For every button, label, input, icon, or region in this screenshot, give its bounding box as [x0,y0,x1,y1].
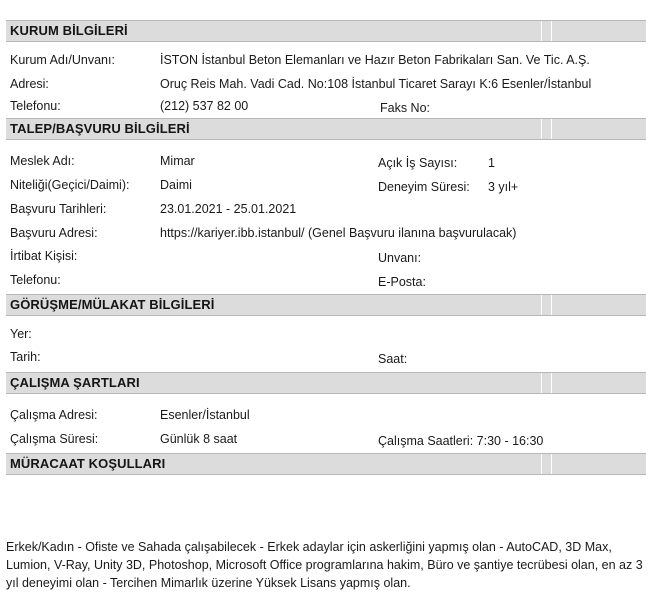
section-header-muracaat [6,453,646,475]
kurum-telefon-value: (212) 537 82 00 [160,99,249,113]
basvuru-tarih-label: Başvuru Tarihleri: [10,202,107,216]
acik-is-value: 1 [488,156,495,170]
kurum-ad-value: İSTON İstanbul Beton Elemanları ve Hazır Beton Fabrikaları San. Ve Tic. A.Ş. [160,53,590,67]
meslek-value: Mimar [160,154,195,168]
basvuru-adres-label: Başvuru Adresi: [10,226,98,240]
calisma-sure-label: Çalışma Süresi: [10,432,99,446]
section-title: GÖRÜŞME/MÜLAKAT BİLGİLERİ [10,297,215,312]
basvuru-adres-value: https://kariyer.ibb.istanbul/ (Genel Başvuru ilanına başvurulacak) [160,226,517,240]
section-title: TALEP/BAŞVURU BİLGİLERİ [10,121,190,136]
section-header-talep [6,118,646,140]
kurum-faks-label: Faks No: [380,101,431,115]
section-header-calisma [6,372,646,394]
calisma-sure-value: Günlük 8 saat [160,432,238,446]
nitelik-value: Daimi [160,178,192,192]
calisma-saatleri: Çalışma Saatleri: 7:30 - 16:30 [378,434,544,448]
saat-label: Saat: [378,352,408,366]
section-header-gorusme [6,294,646,316]
irtibat-label: İrtibat Kişisi: [10,249,78,263]
acik-is-label: Açık İş Sayısı: [378,156,458,170]
talep-telefon-label: Telefonu: [10,273,61,287]
eposta-label: E-Posta: [378,275,426,289]
muracaat-text: Erkek/Kadın - Ofiste ve Sahada çalışabilecek - Erkek adaylar için askerliğini yapmış olan - AutoCAD, 3D Max, Lumion, V-Ray, Unity 3D, Photoshop, Microsoft Office programlarına hakim, Büro ve şantiye tecrübesi olan, en az 3 yıl deneyimi olan - Tercihen Mimarlık üzerine Yüksek Lisans yapmış olan. [6,540,643,590]
kurum-adres-label: Adresi: [10,77,49,91]
yer-label: Yer: [10,327,32,341]
nitelik-label: Niteliği(Geçici/Daimi): [10,178,130,192]
kurum-ad-label: Kurum Adı/Unvanı: [10,53,115,67]
section-title: KURUM BİLGİLERİ [10,23,128,38]
deneyim-value: 3 yıl+ [488,180,519,194]
calisma-adres-label: Çalışma Adresi: [10,408,98,422]
kurum-telefon-label: Telefonu: [10,99,61,113]
meslek-label: Meslek Adı: [10,154,75,168]
section-header-kurum [6,20,646,42]
section-title: MÜRACAAT KOŞULLARI [10,456,166,471]
deneyim-label: Deneyim Süresi: [378,180,470,194]
unvan-label: Unvanı: [378,251,422,265]
kurum-adres-value: Oruç Reis Mah. Vadi Cad. No:108 İstanbul Ticaret Sarayı K:6 Esenler/İstanbul [160,77,592,91]
section-title: ÇALIŞMA ŞARTLARI [10,375,140,390]
calisma-adres-value: Esenler/İstanbul [160,408,250,422]
basvuru-tarih-value: 23.01.2021 - 25.01.2021 [160,202,297,216]
gorusme-tarih-label: Tarih: [10,350,41,364]
